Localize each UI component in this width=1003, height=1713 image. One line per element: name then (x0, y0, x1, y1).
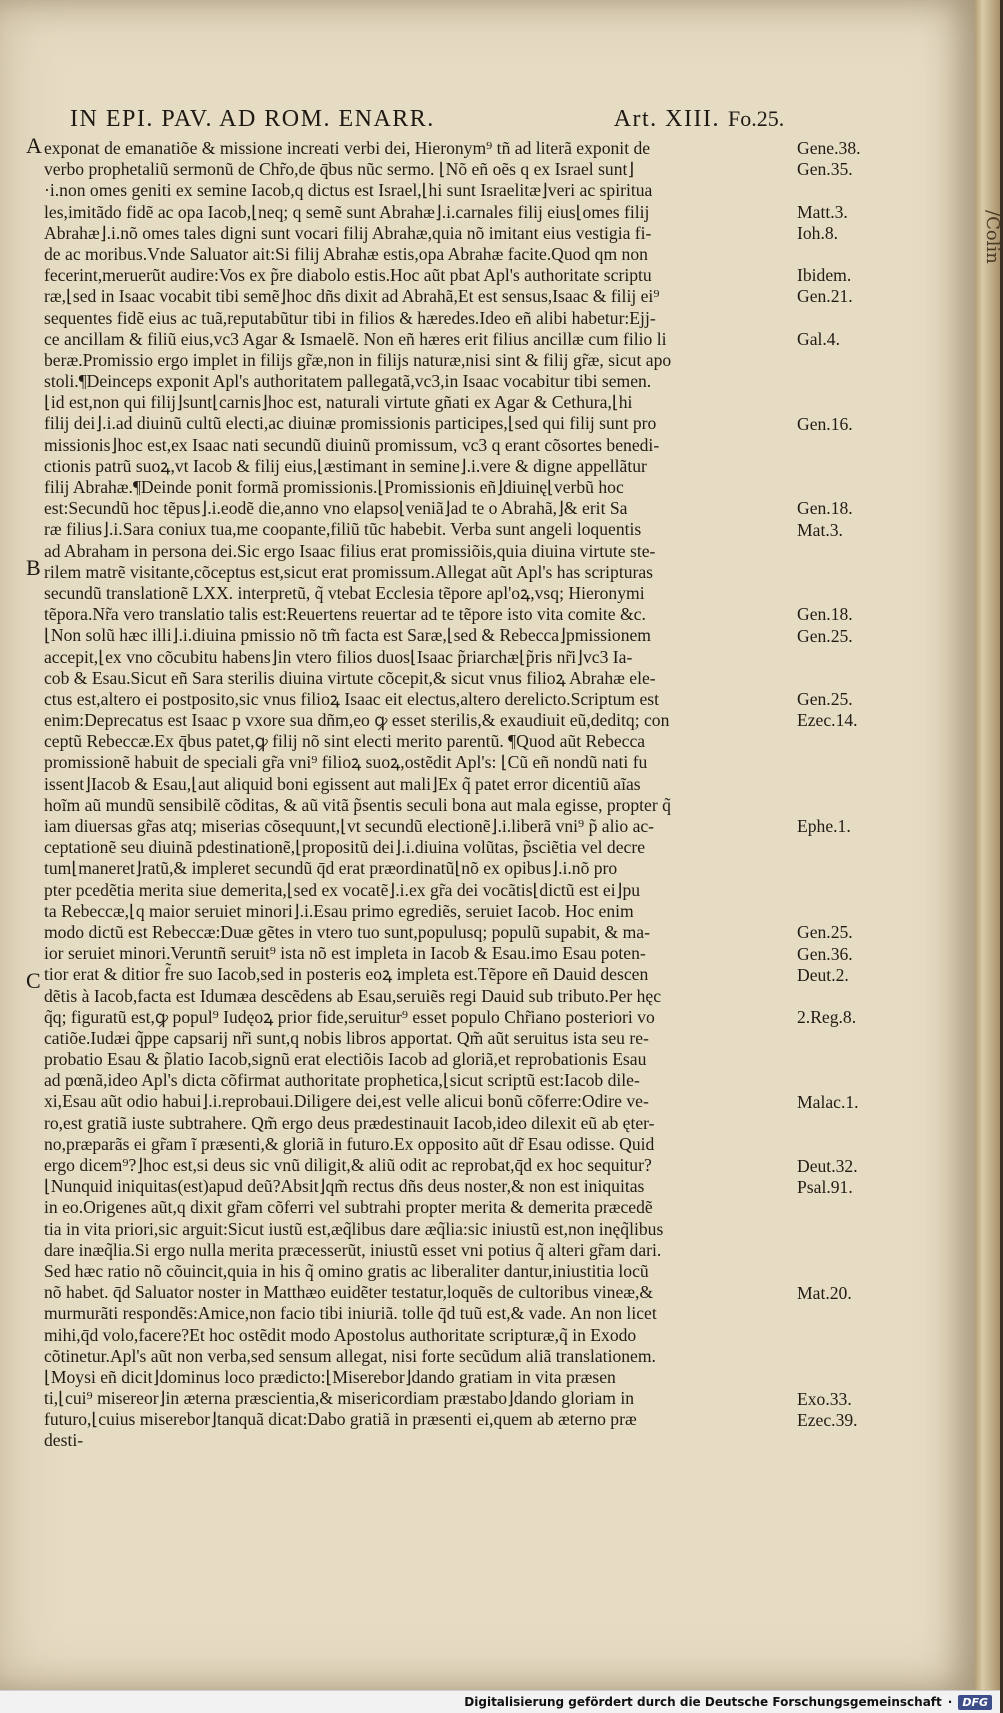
text-line: pter pcedẽtia merita siue demerita,⌊sed ex vocatẽ⌋.i.ex gr̃a dei vocãtis⌊dictũ est ei⌋pu (44, 879, 641, 900)
text-line: les,imitãdo fidẽ ac opa Iacob,⌊neq; q semẽ sunt Abrahæ⌋.i.carnales filij eius⌊omes filij (44, 201, 650, 222)
margin-note: Malac.1. (797, 1092, 859, 1112)
text-line: xi,Esau aũt odio habui⌋.i.reprobaui.Diligere dei,est velle alicui bonũ cõferre:Odire ve- (44, 1091, 649, 1112)
margin-note: Ibidem. (797, 265, 852, 286)
text-line: in eo.Origenes aũt,q dixit gr̃am cõferri vel subtrahi propter merita & demerita præcedẽ (44, 1197, 653, 1218)
text-line: ctus est,altero ei postposito,sic vnus filioꝝ Isaac eit electus,altero derelicto.Scriptum est (44, 688, 660, 709)
margin-note: Gen.16. (797, 413, 853, 434)
footer-credit: Digitalisierung gefördert durch die Deutsche Forschungsgemeinschaft (464, 1695, 942, 1709)
text-line: Abrahæ⌋.i.nõ omes tales digni sunt vocari filij Abrahæ,quia nõ imitant eius vestigia fi- (44, 222, 652, 243)
running-header (70, 106, 790, 133)
text-line: catiõe.Iudæi q̃ppe capsarij nr̃i sunt,q nobis libros apportat. Qm̃ aũt seruitus ista seu re- (44, 1027, 649, 1048)
text-line: de ac moribus.Vnde Saluator ait:Si filij Abrahæ estis,opa Abrahæ facite.Quod qm non (44, 243, 648, 264)
text-line: hoĩm aũ mundũ sensibilẽ cõditas, & aũ vitã p̃sentis seculi bona aut mala egisse, propter q̃ (44, 794, 671, 815)
text-line: accepit,⌊ex vno cõcubitu habens⌋in vtero filios duos⌊Isaac p̃riarchæ⌊p̃ris nr̃i⌋vc3 Ia- (44, 646, 633, 667)
margin-note: Gen.25. (797, 625, 853, 646)
text-line: nõ habet. q̄d Saluator noster in Matthæo euidẽter testatur,loquẽs de cultoribus vineæ,& (44, 1282, 654, 1303)
text-line: filij Abrahæ.¶Deinde ponit formã promissionis.⌊Promissionis eñ⌋diuinę⌊verbũ hoc (44, 477, 624, 497)
text-line: ior seruiet minori.Veruntñ seruit⁹ ista nõ est impleta in Iacob & Esau.imo Esau poten- (44, 943, 646, 964)
running-title: IN EPI. PAV. AD ROM. ENARR. (70, 106, 435, 132)
text-line: sequentes fidẽ eius ac tuã,reputabũtur tibi in filios & hæredes.Ideo eñ alibi habetur:Ejj- (44, 307, 656, 328)
text-line: no,præparãs ei gr̃am ĩ præsenti,& gloriã in futuro.Ex opposito aũt dr̃ Esau odisse. Quid (44, 1133, 655, 1154)
text-line: ta Rebeccæ,⌊q maior seruiet minori⌋.i.Esau primo egrediẽs, seruiet Iacob. Hoc enim (44, 900, 634, 921)
text-line: enim:Deprecatus est Isaac p vxore sua dñm,eo ꝙ esset sterilis,& exaudiuit eũ,deditq; con (44, 710, 670, 731)
text-line: secundũ translationẽ LXX. interpretũ, q̃ vtebat Ecclesia tẽpore apl'oꝝ,vsq; Hieronymi (44, 582, 645, 603)
text-line: ræ filius⌋.i.Sara coniux tua,me coopante,filiũ tũc habebit. Verba sunt angeli loquentis (44, 519, 642, 540)
text-line: ad Abraham in persona dei.Sic ergo Isaac filius erat promissiõis,quia diuina virtute ste- (44, 540, 656, 561)
margin-note: Ephe.1. (797, 816, 851, 837)
text-line: mihi,q̄d volo,facere?Et hoc ostẽdit modo Apostolus authoritate scripturæ,q̃ in Exodo (44, 1324, 637, 1345)
text-line: iam diuersas gr̃as atq; miserias cõsequunt,⌊vt secundũ electionẽ⌋.i.liberã vni⁹ p̃ alio ac- (44, 816, 655, 836)
margin-note: Gen.21. (797, 286, 853, 307)
margin-note: Deut.32. (797, 1155, 858, 1176)
margin-note: Ioh.8. (797, 222, 839, 243)
text-line: ceptationẽ seu diuinã pdestinationẽ,⌊propositũ dei⌋.i.diuina volũtas, p̃sciẽtia vel decre (44, 837, 645, 858)
text-line: dẽtis à Iacob,facta est Idumæa descẽdens ab Esau,seruiẽs regi Dauid sub tributo.Per hęc (44, 985, 662, 1006)
text-line: ræ,⌊sed in Isaac vocabit tibi semẽ⌋hoc dñs dixit ad Abrahã,Et est sensus,Isaac & filij ei⁹ (44, 286, 660, 307)
margin-note: Gen.18. (797, 604, 853, 625)
text-line: tum⌊maneret⌋ratũ,& impleret secundũ q̄d erat præordinatũ⌊nõ ex opibus⌋.i.nõ pro (44, 858, 618, 879)
text-line: ergo dicem⁹?⌋hoc est,si deus sic vnũ diligit,& aliũ odit ac reprobat,q̄d ex hoc sequitur? (44, 1155, 652, 1175)
text-line: probatio Esau & p̃latio Iacob,signũ erat electiõis Iacob ad gloriã,et reprobationis Esau (44, 1049, 647, 1070)
text-line: ti,⌊cui⁹ misereor⌋in æterna præscientia,& misericordiam præstabo⌋dando gloriam in (44, 1388, 635, 1409)
article-number: Art. XIII. (613, 106, 720, 132)
text-line: issent⌋Iacob & Esau,⌊aut aliquid boni egissent aut mali⌋Ex q̃ patet error dicentiũ aĩas (44, 773, 641, 794)
text-line: ad pœnã,ideo Apl's dicta cõfirmat authoritate prophetica,⌊sicut scriptũ est:Iacob dile- (44, 1070, 640, 1091)
text-line: fecerint,meruerũt audire:Vos ex p̃re diabolo estis.Hoc aũt pbat Apl's authoritate scriptu (44, 265, 652, 286)
text-line: ceptũ Rebeccæ.Ex q̄bus patet,ꝙ filij nõ sint electi merito parentũ. ¶Quod aũt Rebecca (44, 731, 646, 752)
text-line: murmurãti respondẽs:Amice,non facio tibi iniuriã. tolle q̄d tuũ est,& vade. An non licet (44, 1303, 657, 1324)
text-line: ro,est gratiã iuste subtrahere. Qm̃ ergo deus prædestinauit Iacob,ideo dilexit eũ ab ęter- (44, 1112, 655, 1133)
margin-note: Gen.36. (797, 943, 853, 964)
text-line: tia in vita priori,sic arguit:Sicut iustũ est,æq̃libus dare æq̃lia:sic iniustũ est,non inęq̃libus (44, 1218, 664, 1239)
text-line: verbo prophetaliũ sermonũ de Chr̃o,de q̄bus nũc sermo. ⌊Nõ eñ oẽs q ex Israel sunt⌋ (44, 159, 635, 180)
text-line: cob & Esau.Sicut eñ Sara sterilis diuina virtute cõcepit,& sicut vnus filioꝝ Abrahæ ele- (44, 667, 656, 688)
text-line: ⌊Moysi eñ dicit⌋dominus loco prædicto:⌊Miserebor⌋dando gratiam in vita præsen (44, 1366, 616, 1387)
margin-note: Ezec.39. (797, 1410, 858, 1430)
dfg-logo: DFG (958, 1695, 992, 1710)
footer-bar: Digitalisierung gefördert durch die Deutsche Forschungsgemeinschaft · DFG (0, 1690, 1000, 1713)
margin-note: Deut.2. (797, 964, 849, 985)
margin-note: Gen.25. (797, 689, 853, 710)
text-line: ctionis patrũ suoꝝ,vt Iacob & filij eius,⌊æstimant in semine⌋.i.vere & digne appellãtur (44, 455, 647, 476)
text-line: ⌊id est,non qui filij⌋sunt⌊carnis⌋hoc est, naturali virtute gñati ex Agar & Cethura,⌊hi (44, 392, 633, 413)
text-line: cõtinetur.Apl's aũt non verba,sed sensum allegat, nisi forte secũdum aliã translationem. (44, 1345, 656, 1366)
text-line: tior erat & ditior f̃re suo Iacob,sed in posteris eoꝝ impleta est.Tẽpore eñ Dauid descen (44, 964, 649, 985)
margin-note: Ezec.14. (797, 710, 858, 731)
text-line: ce ancillam & filiũ eius,vc3 Agar & Ismaelẽ. Non eñ hæres erit filius ancillæ cum filio li (44, 328, 667, 349)
text-line: rilem matrẽ visitante,cõceptus est,sicut erat promissum.Allegat aũt Apl's has scripturas (44, 561, 654, 582)
text-line: futuro,⌊cuius miserebor⌋tanquã dicat:Dabo gratiã in præsenti ei,quem ab æterno præ (44, 1409, 637, 1430)
text-line: promissionẽ habuit de speciali gr̃a vni⁹ filioꝝ suoꝝ,ostẽdit Apl's: ⌊Cũ eñ nondũ nati fu (44, 752, 648, 773)
body-text (44, 138, 789, 1452)
text-line: tẽpora.Nr̃a vero translatio talis est:Reuertens reuertar ad te tẽpore isto vita comite &c. (44, 604, 646, 625)
text-line: modo dictũ est Rebeccæ:Duæ gẽtes in vtero tuo sunt,populusq; populũ supabit, & ma- (44, 921, 650, 942)
margin-note: Exo.33. (797, 1388, 852, 1409)
folio-number: Fo.25. (728, 106, 785, 131)
margin-note: Mat.20. (797, 1282, 852, 1303)
text-line: missionis⌋hoc est,ex Isaac nati secundũ diuinũ promissum, vc3 q erant cõsortes benedi- (44, 434, 660, 455)
text-line: desti- (44, 1430, 84, 1451)
text-line: stoli.¶Deinceps exponit Apl's authoritatem pallegatã,vc3,in Isaac vocabitur tibi semen. (44, 371, 652, 392)
text-line: exponat de emanatiõe & missione increati verbi dei, Hieronym⁹ tñ ad literã exponit de (44, 138, 651, 158)
text-line: Sed hæc ratio nõ cõuincit,quia in his q̃ omino gratis ac liberaliter dantur,iniustitia locũ (44, 1260, 649, 1281)
text-line: beræ.Promissio ergo implet in filijs gr̃æ,non in filijs naturæ,nisi sint & filij gr̃æ, sicut apo (44, 349, 672, 370)
margin-note: Mat.3. (797, 519, 843, 540)
text-line: ⌊Nunquid iniquitas(est)apud deũ?Absit⌋qm̃ rectus dñs deus noster,& non est iniquitas (44, 1176, 645, 1197)
edge-tag: /Colin (982, 210, 1003, 264)
margin-note: Gen.35. (797, 159, 853, 180)
margin-note: Gen.25. (797, 922, 853, 943)
text-line: filij dei⌋.i.ad diuinũ cultũ electi,ac diuinæ promissionis participes,⌊sed qui filij sunt pro (44, 413, 657, 434)
text-line: dare inæq̃lia.Si ergo nulla merita præcesserũt, iniustũ esset vni potius q̃ alteri gr̃am dari. (44, 1239, 662, 1260)
text-line: ·i.non omes geniti ex semine Iacob,q dictus est Israel,⌊hi sunt Israelitæ⌋veri ac spiritua (44, 180, 653, 201)
text-line: q̃q; figuratũ est,ꝙ popul⁹ Iudęoꝝ prior fide,seruitur⁹ esset populo Chr̃iano posteriori vo (44, 1006, 655, 1027)
section-letter-b: B (26, 555, 41, 580)
margin-note: Gen.18. (797, 498, 853, 519)
text-line: est:Secundũ hoc tẽpus⌋.i.eodẽ die,anno vno elapso⌊veniã⌋ad te o Abrahã,⌋& erit Sa (44, 498, 628, 519)
margin-note: Gene.38. (797, 138, 861, 158)
margin-note: 2.Reg.8. (797, 1007, 857, 1028)
section-letter-c: C (26, 968, 41, 993)
section-letter-a: A (26, 133, 42, 158)
margin-note: Gal.4. (797, 328, 840, 349)
margin-note: Psal.91. (797, 1176, 853, 1197)
margin-note: Matt.3. (797, 201, 848, 222)
text-line: ⌊Non solũ hæc illi⌋.i.diuina pmissio nõ tm̃ facta est Saræ,⌊sed & Rebecca⌋pmissionem (44, 625, 651, 646)
